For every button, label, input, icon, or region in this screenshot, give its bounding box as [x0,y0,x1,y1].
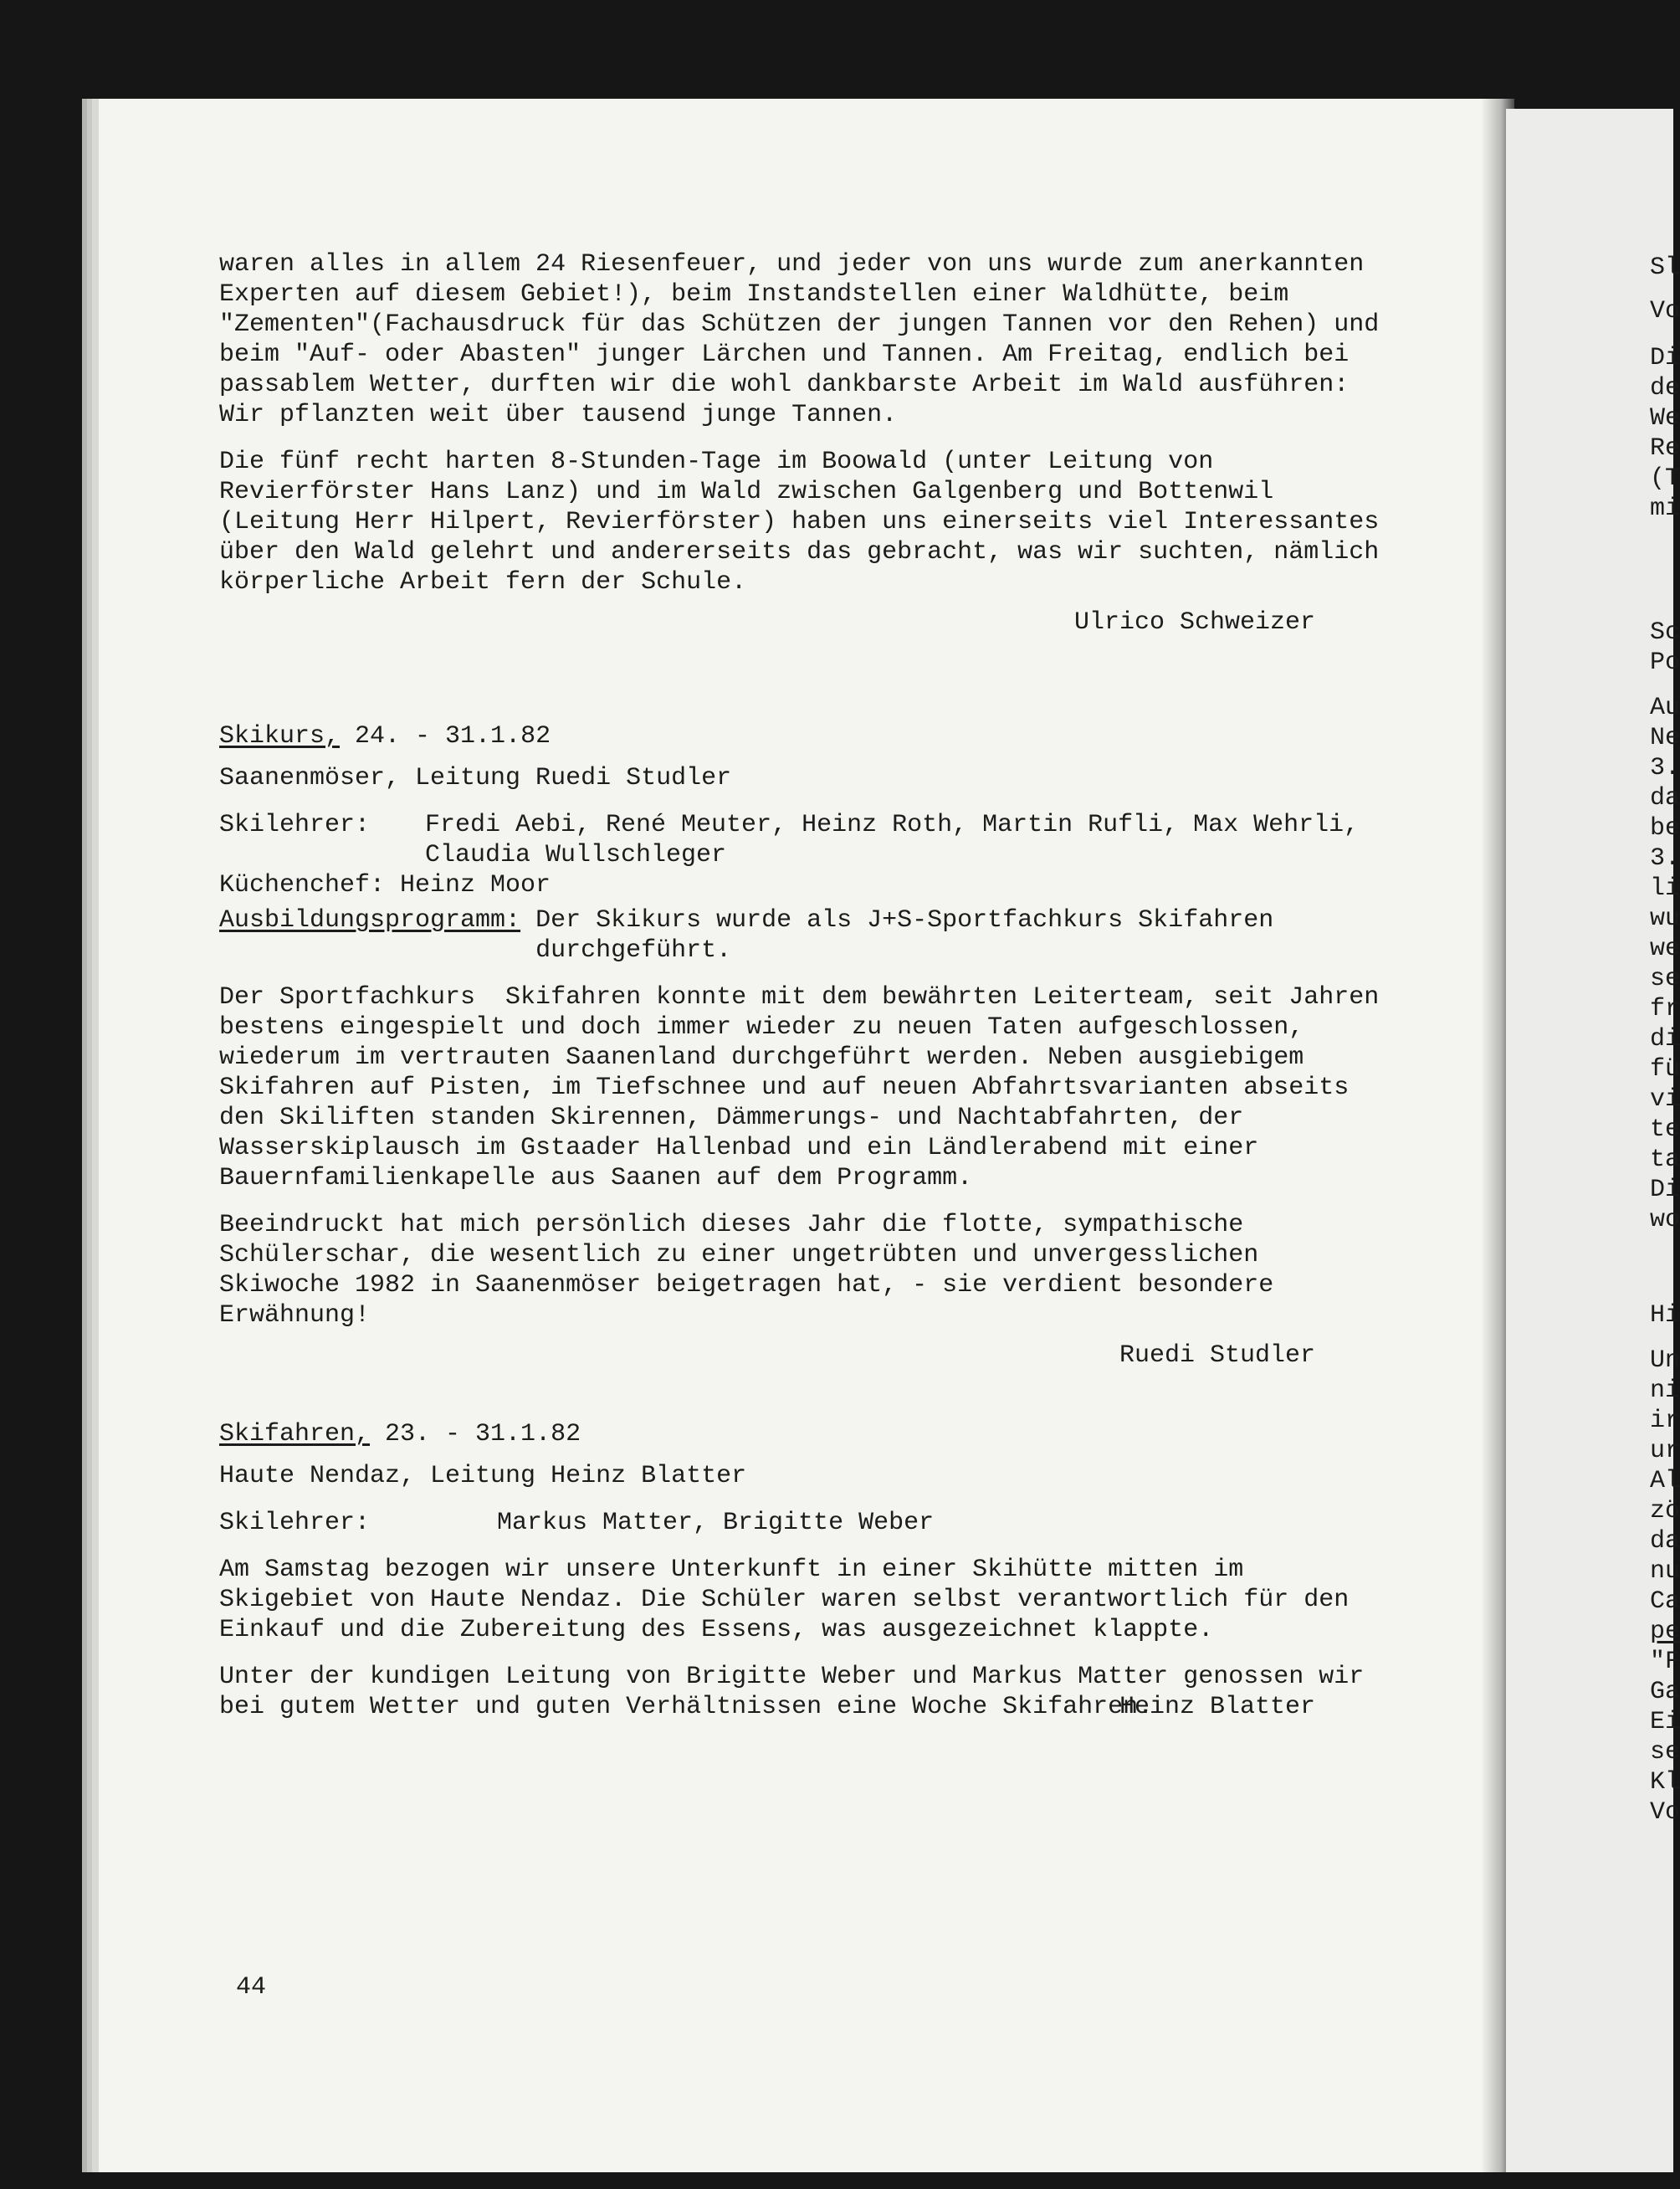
skikurs-title: Skikurs, [219,722,341,751]
skifahren-title: Skifahren, [219,1420,371,1448]
right-page [1506,109,1673,2172]
right-page-fragment: mi [1650,495,1680,523]
right-page-fragment: Vo [1650,297,1680,326]
skikurs-ausbildung-label: Ausbildungsprogramm: [219,906,521,935]
right-page-fragment: Ne [1650,724,1680,752]
skifahren-heading [219,1419,1391,1449]
right-page-fragment: Kl [1650,1768,1680,1797]
right-page-fragment: Po [1650,648,1680,677]
right-page-fragment: Sc [1650,618,1680,647]
skifahren-skilehrer-value: Markus Matter, Brigitte Weber [497,1509,935,1537]
skifahren-dates: 23. - 31.1.82 [370,1420,581,1448]
skikurs-skilehrer [219,810,1391,870]
right-page-fragment: Ei [1650,1708,1680,1736]
skikurs-signature: Ruedi Studler [1119,1341,1315,1370]
right-page-fragment: wo [1650,1206,1680,1234]
skifahren-location: Haute Nendaz, Leitung Heinz Blatter [219,1462,747,1490]
right-page-fragment: Vo [1650,1798,1680,1827]
right-page-fragment: pe [1650,1617,1680,1646]
page-number: 44 [236,1973,267,2002]
skifahren-skilehrer-label: Skilehrer: [219,1509,371,1537]
right-page-fragment: se [1650,965,1680,993]
right-page-fragment: We [1650,404,1680,433]
right-page-fragment: 3. [1650,754,1680,782]
skikurs-ausbildung-value: Der Skikurs wurde als J+S-Sportfachkurs Skifahren durchgeführt. [535,906,1289,965]
skikurs-ausbildung [219,905,1391,966]
skifahren-paragraph-2: Unter der kundigen Leitung von Brigitte Weber und Markus Matter genossen wir bei gutem Wetter und guten Verhältnissen eine Woche Skifahren. [219,1663,1380,1721]
right-page-fragment: di [1650,1025,1680,1053]
right-page-fragment: Au [1650,694,1680,722]
skikurs-paragraph-2: Beeindruckt hat mich persönlich dieses Jahr die flotte, sympathische Schülerschar, die wesentlich zu einer ungetrübten und unvergesslichen Skiwoche 1982 in Saanenmöser beigetragen hat, - sie verdient besondere Erwähnung! [219,1211,1289,1330]
page-content [219,249,1395,1722]
intro-signature: Ulrico Schweizer [1073,608,1315,637]
right-page-fragment: ir [1650,1407,1680,1435]
right-page-fragment: da [1650,784,1680,813]
right-page-fragment: (T [1650,464,1680,493]
right-page-fragment: Un [1650,1346,1680,1375]
skifahren-signature: Heinz Blatter [1119,1693,1315,1721]
right-page-fragment: Di [1650,1176,1680,1204]
skikurs-dates: 24. - 31.1.82 [340,722,551,751]
right-page-fragment: Hi [1650,1301,1680,1330]
intro-paragraph-2: Die fünf recht harten 8-Stunden-Tage im Boowald (unter Leitung von Revierförster Hans Lanz) und im Wald zwischen Galgenberg und Bottenwil (Leitung Herr Hilpert, Revierförster) haben uns einerseits viel Interessantes über den Wald gelehrt und andererseits das gebracht, was wir suchten, nämlich körperliche Arbeit fern der Schule. [219,448,1395,597]
right-page-fragment: li [1650,874,1680,903]
skifahren-paragraph-1: Am Samstag bezogen wir unsere Unterkunft in einer Skihütte mitten im Skigebiet von Haute Nendaz. Die Schüler waren selbst verantwortlich für den Einkauf und die Zubereitung des Essens, was ausgezeichnet klappte. [219,1556,1365,1644]
right-page-fragment: fr [1650,995,1680,1023]
right-page-fragment: Sl [1650,254,1680,282]
right-page-fragment: ur [1650,1437,1680,1465]
right-page-fragment: Re [1650,434,1680,463]
right-page-fragment: se [1650,1738,1680,1766]
intro-paragraph-1: waren alles in allem 24 Riesenfeuer, und jeder von uns wurde zum anerkannten Experten auf diesem Gebiet!), beim Instandstellen einer Waldhütte, beim "Zementen"(Fachausdruck für das Schützen der jungen Tannen vor den Rehen) und beim "Auf- oder Abasten" junger Lärchen und Tannen. Am Freitag, endlich bei passablem Wetter, durften wir die wohl dankbarste Arbeit im Wald ausführen: Wir pflanzten weit über tausend junge Tannen. [219,250,1395,429]
right-page-fragment: fü [1650,1055,1680,1084]
skifahren-skilehrer [219,1508,1391,1538]
right-page-fragment: Al [1650,1467,1680,1495]
skikurs-skilehrer-value: Fredi Aebi, René Meuter, Heinz Roth, Martin Rufli, Max Wehrli, Claudia Wullschleger [425,811,1375,869]
right-page-fragment: nu [1650,1557,1680,1586]
skikurs-skilehrer-label: Skilehrer: [219,811,371,839]
right-page-fragment: Ga [1650,1678,1680,1706]
right-page-fragment: te [1650,1115,1680,1144]
right-page-fragment: we [1650,935,1680,963]
right-page-fragment: 3. [1650,844,1680,873]
right-page-fragment: ta [1650,1146,1680,1174]
skikurs-paragraph-1: Der Sportfachkurs Skifahren konnte mit dem bewährten Leiterteam, seit Jahren bestens eingespielt und doch immer wieder zu neuen Taten aufgeschlossen, wiederum im vertrauten Saanenland durchgeführt werden. Neben ausgiebigem Skifahren auf Pisten, im Tiefschnee und auf neuen Abfahrtsvarianten abseits den Skiliften standen Skirennen, Dämmerungs- und Nachtabfahrten, der Wasserskiplausch im Gstaader Hallenbad und ein Ländlerabend mit einer Bauernfamilienkapelle aus Saanen auf dem Programm. [219,983,1395,1192]
skikurs-location: Saanenmöser, Leitung Ruedi Studler [219,764,732,792]
right-page-fragment: zö [1650,1497,1680,1525]
right-page-fragment: da [1650,1527,1680,1556]
right-page-fragment: be [1650,814,1680,843]
right-page-fragment: ni [1650,1376,1680,1405]
right-page-fragment: de [1650,374,1680,402]
right-page-fragment: wu [1650,905,1680,933]
skikurs-kuechenchef: Küchenchef: Heinz Moor [219,871,551,900]
skikurs-heading [219,721,1391,751]
right-page-fragment: vi [1650,1085,1680,1114]
right-page-fragment: Di [1650,344,1680,372]
right-page-fragment: Ca [1650,1587,1680,1616]
right-page-fragment: "F [1650,1648,1680,1676]
